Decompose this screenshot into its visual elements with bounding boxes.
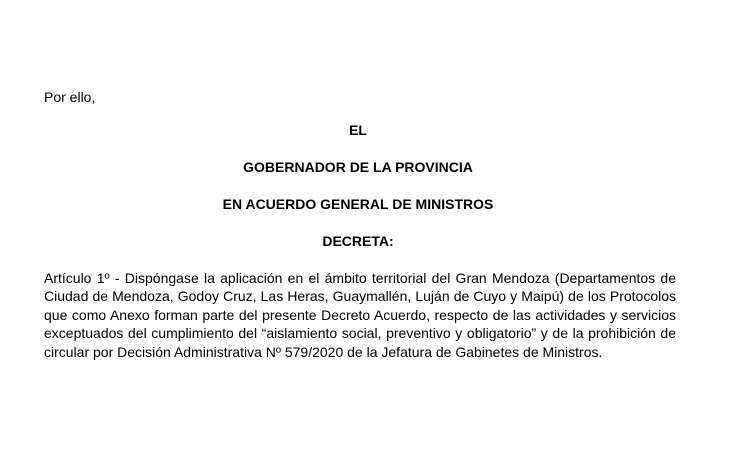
- heading-el: EL: [349, 122, 367, 138]
- intro-text: Por ello,: [44, 89, 96, 105]
- heading-decreta: DECRETA:: [322, 233, 394, 249]
- article-1-paragraph: Artículo 1º - Dispóngase la aplicación en el ámbito territorial del Gran Mendoza (Departamentos de Ciudad de Mendoza, Godoy Cruz, Las Heras, Guaymallén, Luján de Cuyo y Maipú) de los Protocolos que como Anexo forman parte del presente Decreto Acuerdo, respecto de las actividades y servicios exceptuados del cumplimiento del “aislamiento social, preventivo y obligatorio” y de la prohibición de circular por Decisión Administrativa Nº 579/2020 de la Jefatura de Gabinetes de Ministros.: [44, 270, 676, 360]
- heading-gobernador: GOBERNADOR DE LA PROVINCIA: [243, 159, 473, 175]
- heading-acuerdo-general: EN ACUERDO GENERAL DE MINISTROS: [222, 196, 494, 212]
